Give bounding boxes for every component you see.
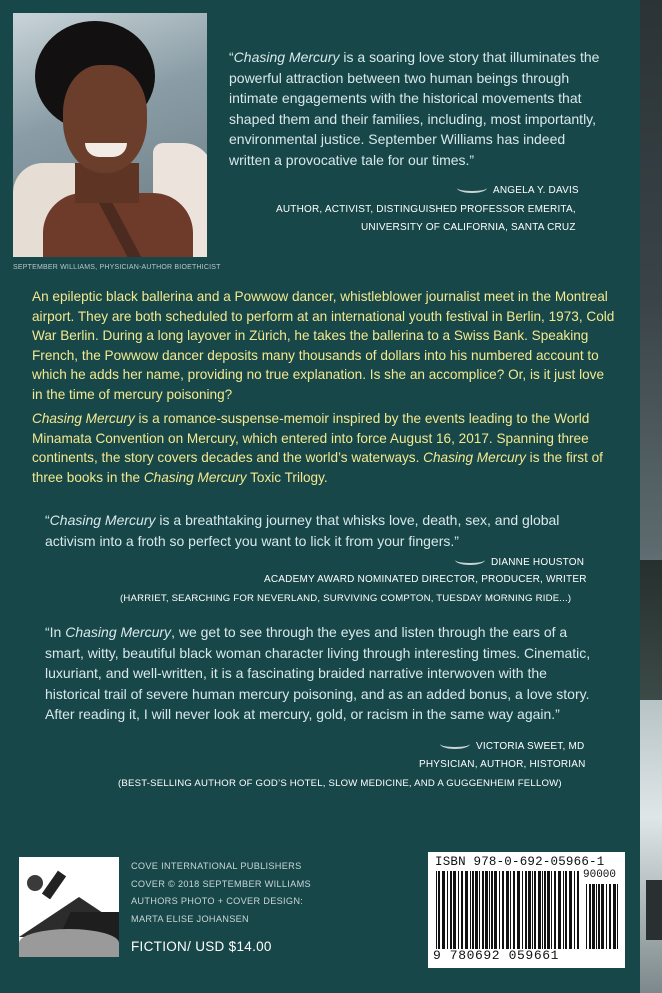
attribution-name: VICTORIA SWEET, MD <box>440 739 584 752</box>
quote-victoria-sweet: “In Chasing Mercury, we get to see through the eyes and listen through the ears of a smart, witty, beautiful black woman character living through interesting times. Cinematic, luxuriant, and well-written, it is a fascinating braided narrative interwoven with the historical trail of severe human mercury poisoning, and as an added bonus, a love story. After reading it, I will never look at mercury, gold, or racism in the same way again.” <box>45 624 591 722</box>
attribution-role: (BEST-SELLING AUTHOR OF GOD’S HOTEL, SLOW MEDICINE, AND A GUGGENHEIM FELLOW) <box>118 778 562 789</box>
synopsis-paragraph-2: Chasing Mercury is a romance-suspense-memoir inspired by the events leading to the World Minamata Convention on Mercury, which entered into force August 16, 2017. Spanning three continents, the story covers decades and the world’s waterways. Chasing Mercury is the first of three books in the Chasing Mercury Toxic Trilogy. <box>32 411 603 485</box>
attribution-role: UNIVERSITY OF CALIFORNIA, SANTA CRUZ <box>361 222 576 233</box>
attribution-role: AUTHOR, ACTIVIST, DISTINGUISHED PROFESSOR EMERITA, <box>276 204 576 215</box>
attribution-role: (HARRIET, SEARCHING FOR NEVERLAND, SURVIVING COMPTON, TUESDAY MORNING RIDE...) <box>120 593 572 604</box>
quote-dianne-houston: “Chasing Mercury is a breathtaking journey that whisks love, death, sex, and global activism into a froth so perfect you want to lick it from your fingers.” <box>45 512 560 549</box>
barcode-addon: 90000 <box>583 869 617 881</box>
photo-caption: SEPTEMBER WILLIAMS, PHYSICIAN-AUTHOR BIOETHICIST <box>13 264 221 271</box>
dash-icon <box>440 739 470 749</box>
isbn-barcode <box>428 852 625 968</box>
barcode-icon <box>436 871 580 949</box>
price-label: FICTION/ USD $14.00 <box>131 939 272 954</box>
isbn-number: ISBN 978-0-692-05966-1 <box>435 855 605 869</box>
quote-text: , we get to see through the eyes and listen through the ears of a smart, witty, beautiful black woman character living through interesting times. Cinematic, luxuriant, and well-written, it is a fascinating braided narrative interwoven with the historical trail of severe human mercury poisoning, and as an added bonus, a love story. After reading it, I will never look at mercury, gold, or racism in the same way again.” <box>45 624 591 722</box>
book-title: Chasing Mercury <box>49 512 156 528</box>
ean-number: 9 780692 059661 <box>433 948 560 963</box>
dash-icon <box>455 555 485 565</box>
front-cover-edge <box>640 0 662 993</box>
attribution-name: ANGELA Y. DAVIS <box>457 183 579 196</box>
book-title: Chasing Mercury <box>233 49 340 65</box>
quote-text: is a soaring love story that illuminates the powerful attraction between two human beings through intimate engagements with the historical movements that shaped them and their families, including, most importantly, environmental justice. September Williams has indeed written a provocative tale for our times.” <box>229 49 600 168</box>
attribution-name: DIANNE HOUSTON <box>455 555 584 568</box>
synopsis-paragraph: An epileptic black ballerina and a Powwow dancer, whistleblower journalist meet in the Montreal airport. They are both scheduled to perform at an international youth festival in Berlin, 1973, Cold War Berlin. During a long layover in Zürich, he takes the ballerina to a Swiss Bank. Speaking French, the Powwow dancer deposits many thousands of dollars into his numbered account to which he adds her name, providing no true explanation. Is she an accomplice? Or, is it just love in the time of mercury poisoning? <box>32 289 615 402</box>
copyright-line: COVER © 2018 SEPTEMBER WILLIAMS <box>131 879 311 889</box>
attribution-role: PHYSICIAN, AUTHOR, HISTORIAN <box>419 759 586 770</box>
dash-icon <box>457 183 487 193</box>
credits-line: AUTHORS PHOTO + COVER DESIGN: <box>131 896 304 906</box>
quote-angela-davis <box>229 47 604 170</box>
quote-open-mark: “ <box>229 49 234 65</box>
publisher-name: COVE INTERNATIONAL PUBLISHERS <box>131 861 302 871</box>
addon-barcode-icon <box>586 884 620 949</box>
credits-line: MARTA ELISE JOHANSEN <box>131 914 249 924</box>
publisher-logo <box>19 857 119 957</box>
attribution-role: ACADEMY AWARD NOMINATED DIRECTOR, PRODUCER, WRITER <box>264 574 587 585</box>
author-photo <box>13 13 207 257</box>
quote-text: is a breathtaking journey that whisks love, death, sex, and global activism into a froth so perfect you want to lick it from your fingers.” <box>45 512 560 549</box>
book-title: Chasing Mercury <box>65 624 172 640</box>
